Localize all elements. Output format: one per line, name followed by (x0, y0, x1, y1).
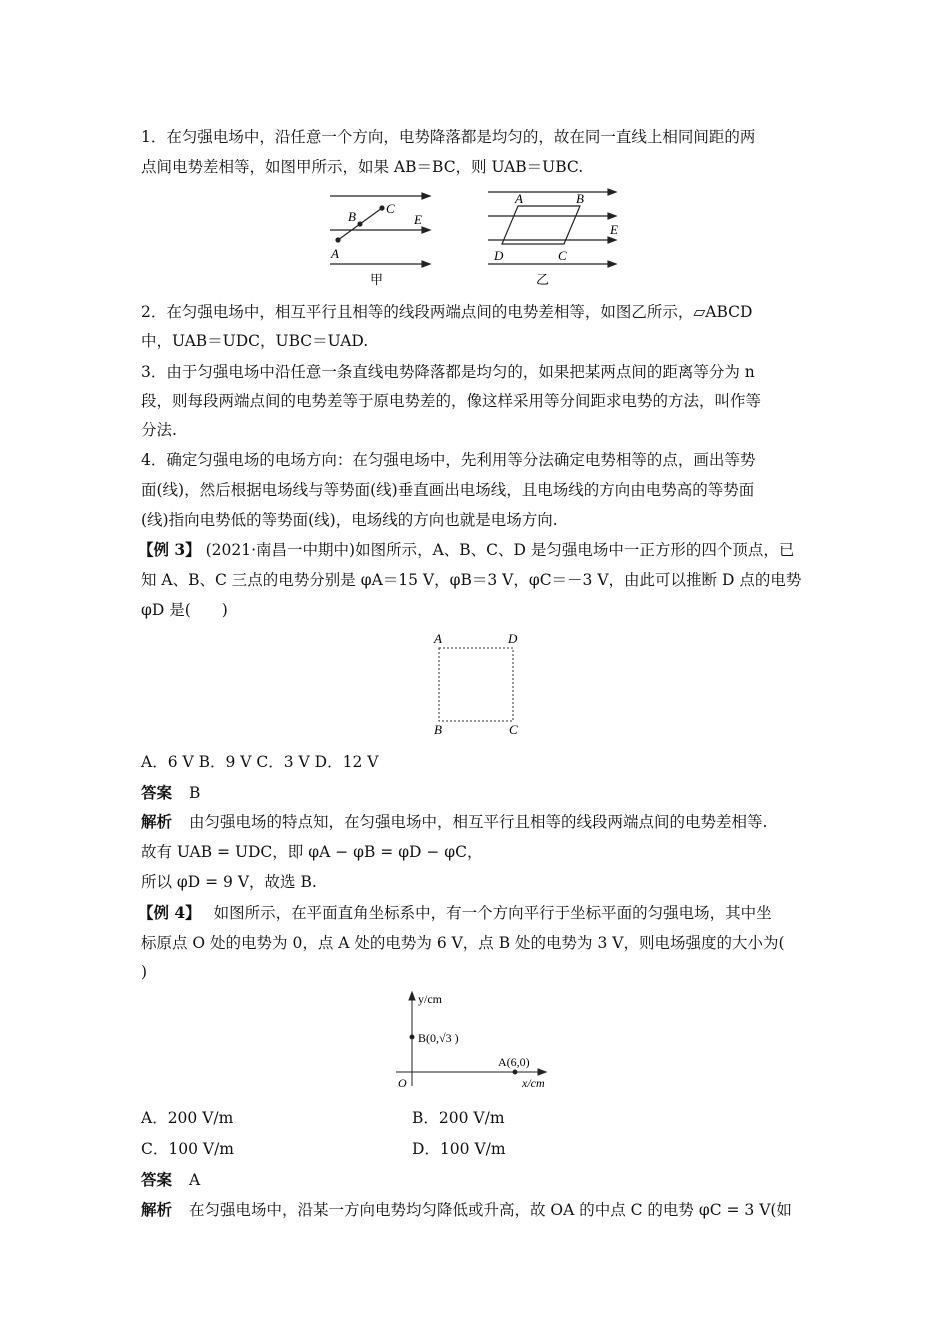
example3-analysis-1: 由匀强电场的特点知，在匀强电场中，相互平行且相等的线段两端点间的电势差相等. (188, 813, 768, 831)
example4-answer: A (188, 1171, 201, 1189)
yi-label-a: A (515, 191, 523, 206)
figure-square (426, 628, 526, 738)
example4-analysis-1: 在匀强电场中，沿某一方向电势均匀降低或升高，故 OA 的中点 C 的电势 φC = 3 V(如 (188, 1201, 792, 1219)
point3-line1: 3．由于匀强电场中沿任意一条直线电势降落都是均匀的，如果把某两点间的距离等分为 n (141, 363, 755, 381)
point4-line3: (线)指向电势低的等势面(线)，电场线的方向也就是电场方向. (141, 511, 558, 529)
point3-line2: 段，则每段两端点间的电势差等于原电势差的，像这样采用等分间距求电势的方法，叫作等 (141, 392, 762, 410)
point3-line3: 分法. (141, 421, 177, 439)
yi-label-d: D (494, 248, 504, 263)
point4-line1: 4．确定匀强电场的电场方向：在匀强电场中，先利用等分法确定电势相等的点，画出等势 (141, 451, 756, 469)
point2-line1: 2．在匀强电场中，相互平行且相等的线段两端点间的电势差相等，如图乙所示，▱ABCD (141, 303, 753, 321)
square-label-d: D (508, 631, 518, 646)
yi-label-e: E (610, 222, 618, 237)
example4-answer-row (141, 1170, 200, 1190)
figure-coordinate (396, 990, 556, 1090)
example4-line3: ) (141, 963, 148, 981)
jia-label-a: A (331, 246, 339, 261)
jia-label-b: B (348, 209, 356, 224)
jia-label-c: C (386, 201, 395, 216)
example3-analysis-label: 解析 (141, 812, 173, 831)
point4-line2: 面(线)，然后根据电场线与等势面(线)垂直画出电场线，且电场线的方向由电势高的等势面 (141, 481, 755, 499)
yi-label-c: C (558, 248, 567, 263)
example3-answer-label: 答案 (141, 783, 173, 802)
example4-analysis-row (141, 1200, 792, 1220)
example4-line1 (138, 903, 772, 923)
point2-line2: 中，UAB＝UDC，UBC＝UAD. (141, 332, 369, 350)
example3-options: A．6 V B．9 V C．3 V D．12 V (141, 753, 379, 771)
example4-line2: 标原点 O 处的电势为 0，点 A 处的电势为 6 V，点 B 处的电势为 3 V，则电场强度的大小为( (141, 934, 785, 952)
example3-analysis-2: 故有 UAB = UDC，即 φA − φB = φD − φC， (141, 843, 483, 861)
example3-analysis-row (141, 812, 767, 832)
example4-option-c: C．100 V/m (141, 1140, 234, 1158)
example4-option-b: B．200 V/m (412, 1109, 505, 1127)
square-label-c: C (509, 722, 518, 737)
point1-line1: 1．在匀强电场中，沿任意一个方向，电势降落都是均匀的，故在同一直线上相同间距的两 (141, 128, 756, 146)
example4-tag: 【例 4】 (138, 903, 201, 922)
example3-text1: (2021·南昌一中期中)如图所示，A、B、C、D 是匀强电场中一正方形的四个顶点，已 (205, 541, 795, 559)
example4-text1: 如图所示，在平面直角坐标系中，有一个方向平行于坐标平面的匀强电场，其中坐 (213, 904, 772, 922)
example3-analysis-3: 所以 φD = 9 V，故选 B. (141, 873, 317, 891)
example3-tag: 【例 3】 (138, 540, 201, 559)
figure-jia (326, 188, 436, 288)
origin-label: O (398, 1076, 407, 1090)
y-axis-label: y/cm (418, 992, 442, 1006)
yi-caption: 乙 (536, 272, 550, 287)
example3-line1 (138, 540, 794, 560)
point1-line2: 点间电势差相等，如图甲所示，如果 AB＝BC，则 UAB＝UBC. (141, 158, 584, 176)
x-axis-label: x/cm (522, 1076, 545, 1090)
square-label-b: B (434, 722, 442, 737)
jia-caption: 甲 (370, 272, 384, 287)
example3-line3: φD 是( ) (141, 601, 228, 619)
example4-analysis-label: 解析 (141, 1200, 173, 1219)
example4-option-a: A．200 V/m (141, 1109, 234, 1127)
jia-label-e: E (414, 212, 422, 227)
square-label-a: A (434, 631, 442, 646)
point-b-label: B(0,√3 ) (418, 1031, 459, 1045)
figure-yi (484, 182, 624, 288)
yi-label-b: B (576, 191, 584, 206)
example4-option-d: D．100 V/m (412, 1140, 506, 1158)
example3-answer: B (188, 784, 201, 802)
point-a-label: A(6,0) (498, 1055, 530, 1069)
example3-line2: 知 A、B、C 三点的电势分别是 φA＝15 V，φB＝3 V，φC＝－3 V，由此可以推断 D 点的电势 (141, 571, 802, 589)
example3-answer-row (141, 783, 200, 803)
example4-answer-label: 答案 (141, 1170, 173, 1189)
